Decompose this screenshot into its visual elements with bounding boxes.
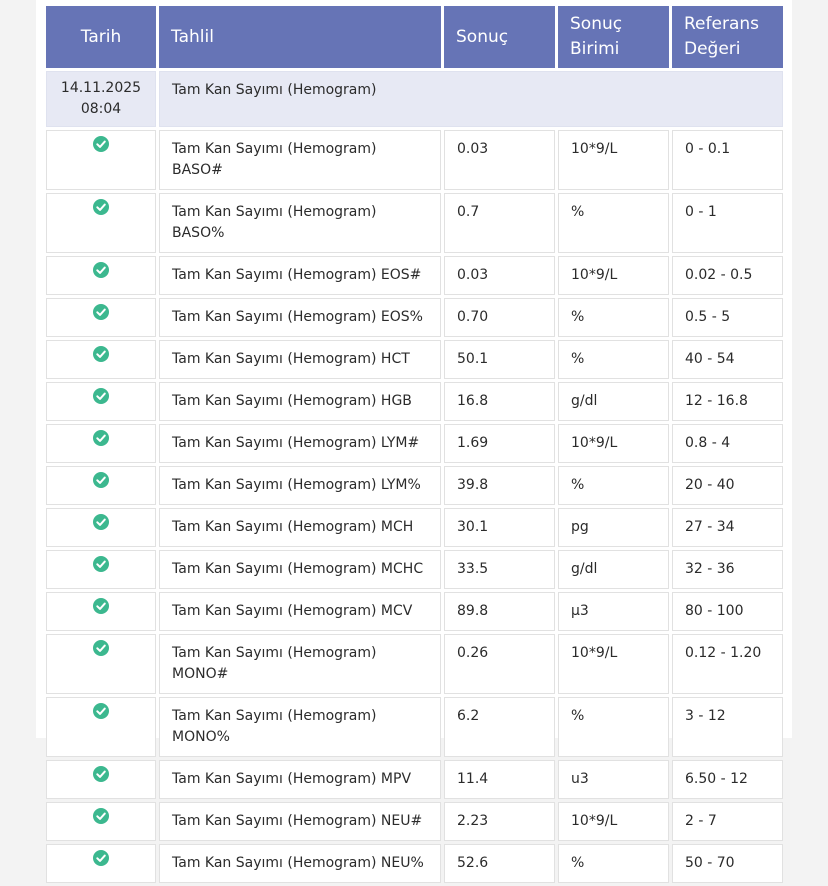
reference-cell: 6.50 - 12 (672, 760, 783, 799)
test-name-cell: Tam Kan Sayımı (Hemogram) HCT (159, 340, 441, 379)
test-name-cell: Tam Kan Sayımı (Hemogram) MCH (159, 508, 441, 547)
table-row (46, 424, 783, 463)
reference-cell: 20 - 40 (672, 466, 783, 505)
reference-cell: 3 - 12 (672, 697, 783, 757)
check-circle-icon (93, 850, 109, 866)
group-date-cell (46, 71, 156, 127)
result-cell: 33.5 (444, 550, 555, 589)
test-name-cell: Tam Kan Sayımı (Hemogram) EOS# (159, 256, 441, 295)
check-circle-icon (93, 346, 109, 362)
table-row (46, 760, 783, 799)
status-cell (46, 340, 156, 379)
group-time: 08:04 (80, 101, 122, 117)
table-row (46, 298, 783, 337)
reference-cell: 12 - 16.8 (672, 382, 783, 421)
test-name-cell: Tam Kan Sayımı (Hemogram) MONO# (159, 634, 441, 694)
unit-cell: u3 (558, 760, 669, 799)
check-circle-icon (93, 199, 109, 215)
status-cell (46, 193, 156, 253)
table-row (46, 340, 783, 379)
table-row (46, 130, 783, 190)
header-unit-line1: Sonuç (570, 14, 623, 34)
reference-cell: 0 - 1 (672, 193, 783, 253)
group-name: Tam Kan Sayımı (Hemogram) (159, 71, 783, 127)
table-row (46, 193, 783, 253)
table-row (46, 508, 783, 547)
check-circle-icon (93, 808, 109, 824)
status-cell (46, 592, 156, 631)
reference-cell: 0.02 - 0.5 (672, 256, 783, 295)
unit-cell: % (558, 844, 669, 883)
result-cell: 89.8 (444, 592, 555, 631)
result-cell: 0.26 (444, 634, 555, 694)
reference-cell: 0.5 - 5 (672, 298, 783, 337)
header-ref-line2: Değeri (684, 39, 741, 59)
check-circle-icon (93, 514, 109, 530)
result-cell: 39.8 (444, 466, 555, 505)
test-name-cell: Tam Kan Sayımı (Hemogram) BASO# (159, 130, 441, 190)
test-name-cell: Tam Kan Sayımı (Hemogram) MCV (159, 592, 441, 631)
test-name-cell: Tam Kan Sayımı (Hemogram) MPV (159, 760, 441, 799)
unit-cell: % (558, 697, 669, 757)
result-cell: 11.4 (444, 760, 555, 799)
status-cell (46, 508, 156, 547)
check-circle-icon (93, 304, 109, 320)
unit-cell: 10*9/L (558, 634, 669, 694)
status-cell (46, 130, 156, 190)
check-circle-icon (93, 136, 109, 152)
reference-cell: 27 - 34 (672, 508, 783, 547)
check-circle-icon (93, 388, 109, 404)
result-cell: 0.03 (444, 256, 555, 295)
unit-cell: % (558, 466, 669, 505)
test-name-cell: Tam Kan Sayımı (Hemogram) LYM% (159, 466, 441, 505)
unit-cell: % (558, 340, 669, 379)
reference-cell: 0.12 - 1.20 (672, 634, 783, 694)
check-circle-icon (93, 703, 109, 719)
table-row (46, 466, 783, 505)
table-row (46, 256, 783, 295)
result-cell: 16.8 (444, 382, 555, 421)
check-circle-icon (93, 472, 109, 488)
header-date: Tarih (46, 6, 156, 68)
test-name-cell: Tam Kan Sayımı (Hemogram) NEU# (159, 802, 441, 841)
reference-cell: 32 - 36 (672, 550, 783, 589)
reference-cell: 80 - 100 (672, 592, 783, 631)
result-cell: 0.03 (444, 130, 555, 190)
unit-cell: 10*9/L (558, 130, 669, 190)
table-row (46, 634, 783, 694)
check-circle-icon (93, 262, 109, 278)
status-cell (46, 466, 156, 505)
unit-cell: 10*9/L (558, 424, 669, 463)
status-cell (46, 550, 156, 589)
unit-cell: g/dl (558, 382, 669, 421)
status-cell (46, 802, 156, 841)
result-cell: 1.69 (444, 424, 555, 463)
status-cell (46, 844, 156, 883)
header-unit (558, 6, 669, 68)
header-unit-line2: Birimi (570, 39, 620, 59)
unit-cell: g/dl (558, 550, 669, 589)
reference-cell: 40 - 54 (672, 340, 783, 379)
test-name-cell: Tam Kan Sayımı (Hemogram) HGB (159, 382, 441, 421)
status-cell (46, 298, 156, 337)
result-cell: 0.7 (444, 193, 555, 253)
status-cell (46, 697, 156, 757)
table-row (46, 802, 783, 841)
result-cell: 2.23 (444, 802, 555, 841)
test-name-cell: Tam Kan Sayımı (Hemogram) LYM# (159, 424, 441, 463)
table-header-row (46, 6, 783, 68)
result-cell: 30.1 (444, 508, 555, 547)
status-cell (46, 634, 156, 694)
group-row (46, 71, 783, 127)
unit-cell: % (558, 193, 669, 253)
test-name-cell: Tam Kan Sayımı (Hemogram) EOS% (159, 298, 441, 337)
check-circle-icon (93, 430, 109, 446)
table-row (46, 382, 783, 421)
result-cell: 52.6 (444, 844, 555, 883)
status-cell (46, 424, 156, 463)
unit-cell: % (558, 298, 669, 337)
group-date: 14.11.2025 (60, 80, 142, 96)
table-row (46, 592, 783, 631)
unit-cell: 10*9/L (558, 256, 669, 295)
header-reference (672, 6, 783, 68)
result-cell: 6.2 (444, 697, 555, 757)
test-name-cell: Tam Kan Sayımı (Hemogram) MCHC (159, 550, 441, 589)
table-row (46, 844, 783, 883)
check-circle-icon (93, 598, 109, 614)
check-circle-icon (93, 766, 109, 782)
header-test: Tahlil (159, 6, 441, 68)
unit-cell: µ3 (558, 592, 669, 631)
status-cell (46, 760, 156, 799)
check-circle-icon (93, 556, 109, 572)
unit-cell: pg (558, 508, 669, 547)
unit-cell: 10*9/L (558, 802, 669, 841)
table-row (46, 697, 783, 757)
check-circle-icon (93, 640, 109, 656)
result-cell: 50.1 (444, 340, 555, 379)
table-row (46, 550, 783, 589)
lab-results-table (43, 3, 786, 886)
status-cell (46, 382, 156, 421)
result-cell: 0.70 (444, 298, 555, 337)
status-cell (46, 256, 156, 295)
header-result: Sonuç (444, 6, 555, 68)
reference-cell: 50 - 70 (672, 844, 783, 883)
reference-cell: 0.8 - 4 (672, 424, 783, 463)
test-name-cell: Tam Kan Sayımı (Hemogram) NEU% (159, 844, 441, 883)
reference-cell: 2 - 7 (672, 802, 783, 841)
header-ref-line1: Referans (684, 14, 759, 34)
test-name-cell: Tam Kan Sayımı (Hemogram) MONO% (159, 697, 441, 757)
test-name-cell: Tam Kan Sayımı (Hemogram) BASO% (159, 193, 441, 253)
reference-cell: 0 - 0.1 (672, 130, 783, 190)
